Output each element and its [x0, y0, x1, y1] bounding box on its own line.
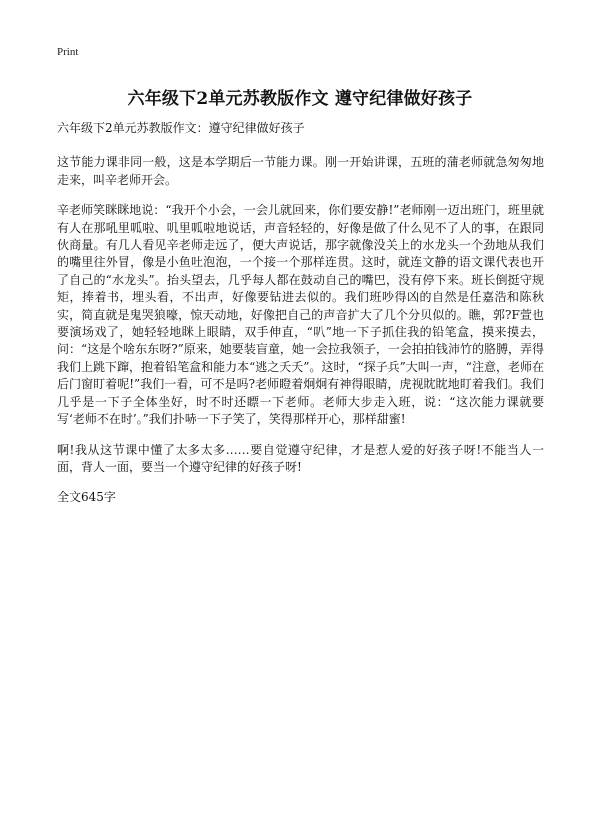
word-count: 全文645字: [57, 490, 116, 505]
paragraph-2: 辛老师笑眯眯地说：“我开个小会，一会儿就回来，你们要安静!”老师刚一迈出班门，班里就有人在那吼里呱啦、叽里呱啦地说话，声音轻轻的，好像是做了什么见不了人的事，在跟同伙商量。有几人看见辛老师走远了，便大声说话，那字就像没关上的水龙头一个劲地从我们的嘴里往外冒，像是小鱼吐泡泡，一个接一个那样连贯。这时，就连文静的语文课代表也开了自己的“水龙头”。抬头望去，几乎每人都在鼓动自己的嘴巴，没有停下来。班长倒挺守规矩，捧着书，埋头看，不出声，好像要钻进去似的。我们班吵得凶的自然是任嘉浩和陈秋实，简直就是鬼哭狼嚎，惊天动地，好像把自己的声音扩大了几个分贝似的。瞧，郭?F萱也要演场戏了，她轻轻地眯上眼睛，双手伸直，“叭”地一下子抓住我的铅笔盒，摸来摸去，问：“这是个啥东东呀?”原来，她要装盲童，她一会拉我领子，一会拍拍钱沛竹的胳膊，弄得我们上跳下蹿，抱着铅笔盒和能力本“逃之夭夭”。这时，“探子兵”大叫一声，“注意，老师在后门窗盯着呢!”我们一看，可不是吗?老师瞪着炯炯有神得眼睛，虎视眈眈地盯着我们。我们几乎是一下子全体坐好，时不时还瞟一下老师。老师大步走入班，说：“这次能力课就要写‘老师不在时’。”我们扑哧一下子笑了，笑得那样开心，那样甜蜜!: [57, 203, 544, 427]
paragraph-3: 啊!我从这节课中懂了太多太多……要自觉遵守纪律，才是惹人爱的好孩子呀!不能当人一面，背人一面，要当一个遵守纪律的好孩子呀!: [57, 442, 544, 474]
article-subtitle: 六年级下2单元苏教版作文：遵守纪律做好孩子: [57, 121, 305, 135]
print-link[interactable]: Print: [57, 46, 79, 58]
paragraph-1: 这节能力课非同一般，这是本学期后一节能力课。刚一开始讲课，五班的蒲老师就急匆匆地走来，叫辛老师开会。: [57, 155, 544, 187]
article-title: 六年级下2单元苏教版作文 遵守纪律做好孩子: [127, 89, 473, 109]
article-body: [57, 120, 544, 520]
